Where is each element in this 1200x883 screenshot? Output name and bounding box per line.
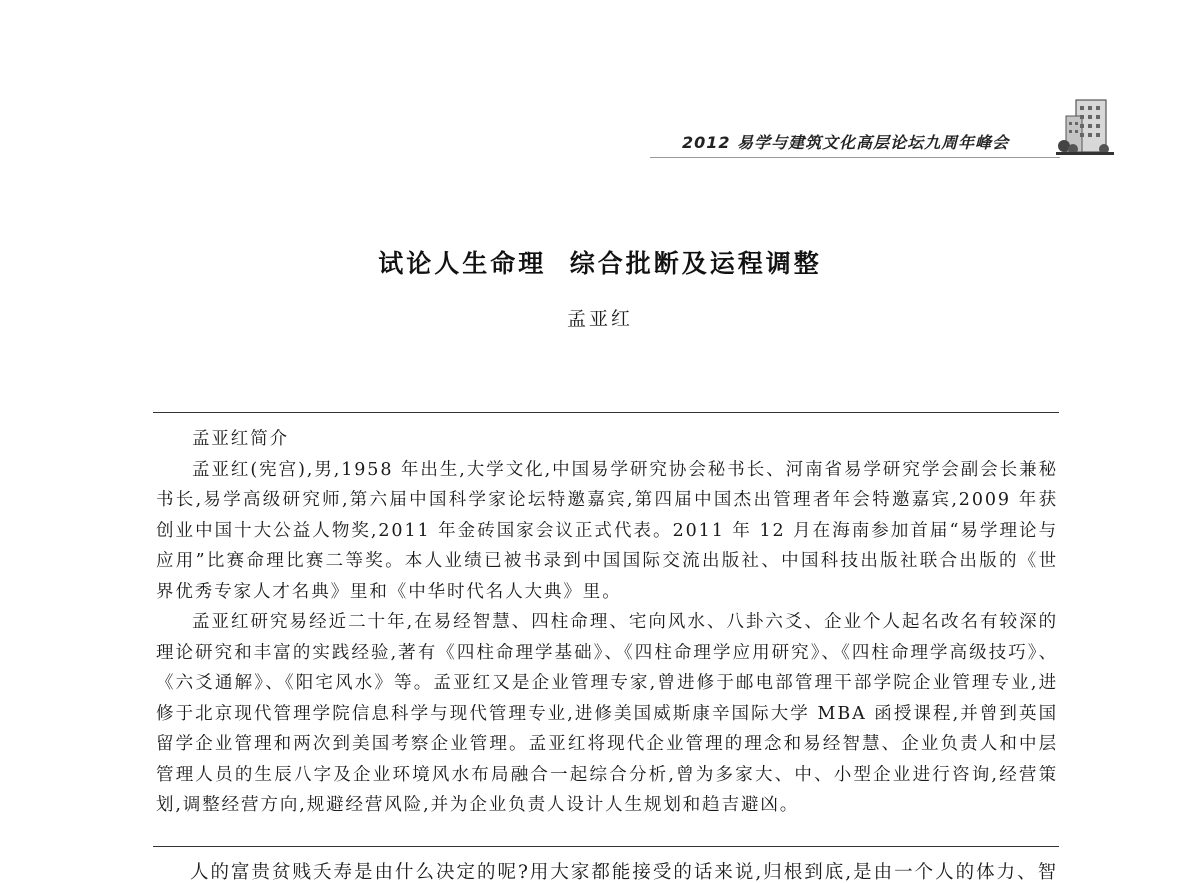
- article-title: 试论人生命理 综合批断及运程调整: [378, 249, 822, 278]
- bio-heading: 孟亚红简介: [192, 429, 289, 449]
- bio-bottom-rule: [153, 846, 1059, 847]
- bio-top-rule: [153, 412, 1059, 413]
- building-logo-icon: [1056, 94, 1114, 160]
- header-rule: [650, 157, 1060, 158]
- author-name: 孟亚红: [566, 308, 633, 330]
- body-paragraph: 人的富贵贫贱夭寿是由什么决定的呢?用大家都能接受的话来说,归根到底,是由一个人的体力、智: [190, 862, 1058, 883]
- running-header: 2012 易学与建筑文化高层论坛九周年峰会: [682, 133, 1010, 152]
- bio-paragraph: 孟亚红研究易经近二十年,在易经智慧、四柱命理、宅向风水、八卦六爻、企业个人起名改名有较深的理论研究和丰富的实践经验,著有《四柱命理学基础》、《四柱命理学应用研究》、《四柱命理学高级技巧》、《六爻通解》、《阳宅风水》等。孟亚红又是企业管理专家,曾进修于邮电部管理干部学院企业管理专业,进修于北京现代管理学院信息科学与现代管理专业,进修美国威斯康辛国际大学 MBA 函授课程,并曾到英国留学企业管理和两次到美国考察企业管理。孟亚红将现代企业管理的理念和易经智慧、企业负责人和中层管理人员的生辰八字及企业环境风水布局融合一起综合分析,曾为多家大、中、小型企业进行咨询,经营策划,调整经营方向,规避经营风险,并为企业负责人设计人生规划和趋吉避凶。: [156, 612, 1058, 815]
- bio-paragraph: 孟亚红(宪宫),男,1958 年出生,大学文化,中国易学研究协会秘书长、河南省易学研究学会副会长兼秘书长,易学高级研究师,第六届中国科学家论坛特邀嘉宾,第四届中国杰出管理者年会特邀嘉宾,2009 年获创业中国十大公益人物奖,2011 年金砖国家会议正式代表。2011 年 12 月在海南参加首届“易学理论与应用”比赛命理比赛二等奖。本人业绩已被书录到中国国际交流出版社、中国科技出版社联合出版的《世界优秀专家人才名典》里和《中华时代名人大典》里。: [156, 459, 1058, 602]
- author-bio: [156, 424, 1058, 821]
